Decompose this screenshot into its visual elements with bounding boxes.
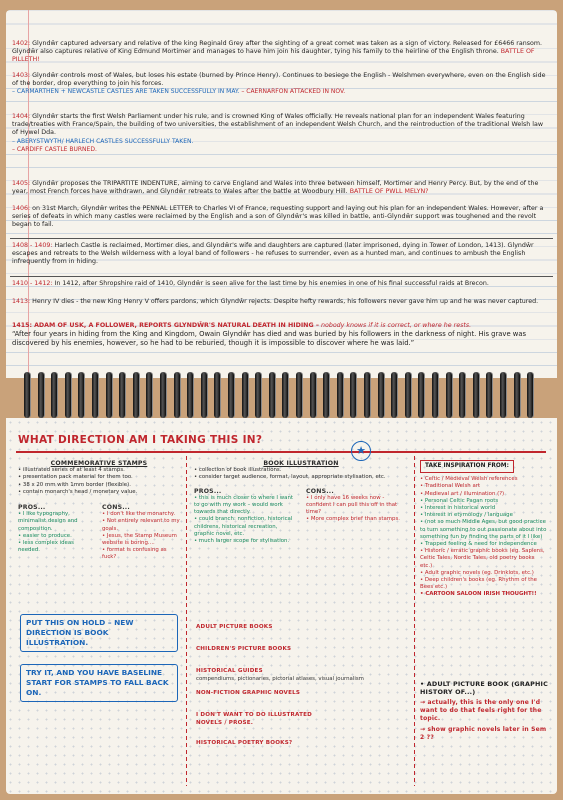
spiral-ring: [106, 372, 112, 418]
entry-text: Glyndŵr starts the first Welsh Parliament under his rule, and is crowned King of Wales officially. He reveals national plan for an independent Wales featuring trade/treaties with France/Spain, the building of two universities, the establishment of an independent Welsh Church, and the reintroduction of the traditional Welsh law of Hywel Dda.: [12, 113, 543, 137]
genre-adult-picture-books: ADULT PICTURE BOOKS: [196, 624, 273, 630]
entry-year: 1415:: [12, 322, 33, 329]
spiral-ring: [201, 372, 207, 418]
genre-poetry-books: HISTORICAL POETRY BOOKS?: [196, 740, 293, 746]
spiral-ring: [459, 372, 465, 418]
spiral-ring: [514, 372, 520, 418]
entry-year: 1408 - 1409:: [12, 242, 53, 249]
divider: [10, 276, 553, 277]
entry-1402: [12, 40, 549, 65]
spiral-ring: [432, 372, 438, 418]
notebook-top-page: [6, 10, 557, 378]
list-item: • Interest in etymology / language: [420, 512, 513, 519]
entry-text: Glyndŵr captured adversary and relative of the king Reginald Grey after the sighting of a great comet was taken as a sign of victory. Released for £6466 ransom. Glyndŵr also captures relative of King Edmund Mortimer and manages to have him join his daughter, tying his family to the heirline of the English throne.: [12, 40, 543, 56]
spiral-ring: [214, 372, 220, 418]
list-item: → actually, this is the only one I'd want to do that feels right for the topic.: [420, 699, 542, 722]
entry-blue-note: – CARMARTHEN + NEWCASTLE CASTLES ARE TAKEN SUCCESSFULLY IN MAY.: [12, 88, 240, 96]
spiral-ring: [378, 372, 384, 418]
page-title: WHAT DIRECTION AM I TAKING THIS IN?: [18, 434, 263, 446]
entry-text: on 31st March, Glyndŵr writes the PENNAL LETTER to Charles VI of France, requesting support and laying out his plan for an independent Wales. However, after a series of defeats in which many castles were reclaimed by the English and a son of Glyndŵr's was killed in battle, anti-Glyndŵr support was toughened and the revolt began to fail.: [12, 205, 544, 229]
title-underline: [16, 451, 546, 453]
cons-list: [306, 488, 406, 546]
spiral-ring: [323, 372, 329, 418]
entry-quote: “After four years in hiding from the King and Kingdom, Owain Glyndŵr has died and was buried by his followers in the darkness of night. His grave was discovered by his enemies, however, so he had to be reburied, though it is impossible to discover where he was laid.”: [12, 330, 527, 348]
list-item: • easier to produce.: [18, 532, 72, 539]
spiral-ring: [282, 372, 288, 418]
list-item: • Celtic / Medieval Welsh references: [420, 476, 518, 483]
list-item: • collection of book illustrations.: [194, 467, 282, 474]
on-hold-box: PUT THIS ON HOLD – NEW DIRECTION IS BOOK ILLUSTRATION.: [20, 614, 178, 652]
entry-year: 1405:: [12, 180, 31, 187]
spiral-ring: [51, 372, 57, 418]
entry-red-note: – CARDIFF CASTLE BURNED.: [12, 145, 97, 153]
list-item: • much larger scope for stylisation.: [194, 538, 290, 545]
column-heading: BOOK ILLUSTRATION: [263, 460, 339, 467]
spiral-ring: [446, 372, 452, 418]
pros-heading: PROS...: [194, 487, 222, 495]
entry-1413: [12, 298, 549, 306]
entry-year: 1413:: [12, 298, 31, 305]
list-item: • (not so much Middle Ages, but good practice to turn something to out passionate about into something fun by finding the parts of it I like): [420, 519, 547, 540]
notebook-bottom-page: [6, 418, 557, 794]
column-divider: [186, 456, 187, 786]
spiral-ring: [473, 372, 479, 418]
list-item: • 38 x 20 mm with 1mm border (flexible).: [18, 481, 131, 488]
guides-note: compendiums, pictionaries, pictorial atlases, visual journalism: [196, 676, 364, 682]
entry-text: Harlech Castle is reclaimed, Mortimer dies, and Glyndŵr's wife and daughters are captured (later imprisoned, dying in Tower of London, 1413). Glyndŵr escapes and retreats to the Welsh wilderness with a loyal band of followers - he refuses to surrender, even as a hunted man, and continues to ambush the English infrequently from in hiding.: [12, 242, 534, 266]
spiral-ring: [133, 372, 139, 418]
divider: [10, 238, 553, 239]
conclusion-heading: • ADULT PICTURE BOOK (GRAPHIC HISTORY OF...): [420, 680, 549, 696]
spiral-ring: [119, 372, 125, 418]
list-item: • Jesus, the Stamp Museum website is boring....: [102, 532, 177, 547]
list-item: • Adult graphic novels (eg. Drinklots, etc.): [420, 569, 534, 576]
list-item: • consider target audience, format, layout, appropriate stylisation, etc.: [194, 474, 386, 481]
entry-1403: [12, 72, 549, 97]
spiral-ring: [296, 372, 302, 418]
list-item: • illustrated series of at least 4 stamps.: [18, 467, 125, 474]
spiral-ring: [65, 372, 71, 418]
cons-heading: CONS...: [102, 504, 130, 512]
entry-blue-note: – ABERYSTWYTH/ HARLECH CASTLES SUCCESSFULLY TAKEN.: [12, 137, 194, 145]
pros-list: [194, 488, 298, 546]
column-divider: [414, 456, 415, 786]
entry-year: 1404:: [12, 113, 31, 120]
column-heading: COMMEMORATIVE STAMPS: [50, 460, 148, 467]
baseline-box: TRY IT, AND YOU HAVE BASELINE START FOR STAMPS TO FALL BACK ON.: [20, 664, 178, 702]
genre-graphic-novels: NON-FICTION GRAPHIC NOVELS: [196, 690, 301, 696]
star-icon: ★: [351, 441, 371, 461]
spiral-ring: [24, 372, 30, 418]
entry-note: nobody knows if it is correct, or where he rests.: [320, 322, 472, 329]
book-illustration-column: [194, 460, 408, 545]
spiral-ring: [418, 372, 424, 418]
list-item: • presentation pack material for them too.: [18, 474, 133, 481]
spiral-ring: [160, 372, 166, 418]
spiral-ring: [38, 372, 44, 418]
spiral-ring: [337, 372, 343, 418]
entry-1406: [12, 205, 549, 230]
list-item: • More complex brief than stamps.: [306, 516, 400, 523]
entry-text: Henry IV dies - the new King Henry V offers pardons, which Glyndŵr rejects. Despite hefty rewards, his followers never gave him up and he was never captured.: [32, 298, 539, 305]
list-item: • Traditional Welsh art: [420, 483, 481, 490]
list-item: • contain monarch's head / monetary value.: [18, 488, 138, 495]
spiral-ring: [486, 372, 492, 418]
entry-year: 1403:: [12, 72, 31, 79]
spiral-ring: [146, 372, 152, 418]
list-item: • Interest in historical world: [420, 505, 496, 512]
entry-year: 1410 - 1412:: [12, 280, 53, 287]
entry-red-note: – CAERNARFON ATTACKED IN NOV.: [241, 88, 346, 96]
list-item: • this is much closer to where I want to go with my work – would work towards that directly.: [194, 494, 293, 516]
cons-list: [102, 504, 180, 562]
list-item: • I like typography, minimalist design and composition.: [18, 511, 78, 532]
genre-illustrated-novels: I DON'T WANT TO DO ILLUSTRATED NOVELS / PROSE.: [196, 712, 313, 726]
spiral-ring: [350, 372, 356, 418]
spiral-ring: [187, 372, 193, 418]
spiral-ring: [500, 372, 506, 418]
entry-text: ADAM OF USK, A FOLLOWER, REPORTS GLYNDŴR'S NATURAL DEATH IN HIDING –: [34, 322, 319, 329]
column-heading: TAKE INSPIRATION FROM:: [420, 460, 514, 473]
cons-heading: CONS...: [306, 487, 334, 495]
entry-1415: [12, 322, 549, 349]
entry-1410: [12, 280, 549, 288]
list-item: • Medieval art / illumination (?): [420, 490, 505, 497]
entry-1404: [12, 113, 549, 154]
list-item: • less complex ideas needed.: [18, 540, 74, 554]
spiral-ring: [364, 372, 370, 418]
spiral-ring: [310, 372, 316, 418]
inspiration-column: [420, 460, 548, 599]
entry-year: 1402:: [12, 40, 31, 47]
spiral-ring: [405, 372, 411, 418]
list-item: • could branch: nonfiction, historical childrens, historical recreation, graphic novel, etc.: [194, 516, 293, 537]
entry-text: Glyndŵr proposes the TRIPARTITE INDENTURE, aiming to carve England and Wales into three between himself, Mortimer and Henry Percy. But, by the end of the year, most French forces have withdrawn, and Glyndŵr retreats to Wales after the battle at Woodbury Hill.: [12, 180, 539, 196]
list-item: • Trapped feeling & need for independence: [420, 541, 537, 548]
genre-childrens-picture-books: CHILDREN'S PICTURE BOOKS: [196, 646, 292, 652]
spiral-binding: [0, 372, 563, 424]
entry-text: Glyndŵr controls most of Wales, but loses his estate (burned by Prince Henry). Continues to besiege the English - Welshmen everywhere, even on the English side of the border, drop everything to join his forces.: [12, 72, 546, 88]
list-item: • Not entirely relevant to my goals.: [102, 518, 180, 532]
pros-list: [18, 504, 94, 562]
spiral-ring: [269, 372, 275, 418]
list-item: • Historic / erratic graphic books (eg. Sapiens, Celtic Tales, Nordic Tales, old poetry books etc.): [420, 548, 545, 569]
entry-1405: [12, 180, 549, 196]
list-item: • I only have 16 weeks now - confident I can pull this off in that time?: [306, 494, 398, 516]
stamps-column: [18, 460, 180, 562]
spiral-ring: [174, 372, 180, 418]
list-item: • Deep children's books (eg. Rhythm of the Bees etc.): [420, 577, 537, 591]
spiral-ring: [255, 372, 261, 418]
entry-note: BATTLE OF PWLL MELYN?: [349, 188, 429, 196]
list-item: • I don't like the monarchy.: [102, 511, 176, 518]
entry-note: BATTLE OF PILLETH!: [12, 48, 535, 64]
spiral-ring: [228, 372, 234, 418]
pros-heading: PROS...: [18, 504, 46, 512]
spiral-ring: [391, 372, 397, 418]
spiral-ring: [527, 372, 533, 418]
entry-1408: [12, 242, 549, 267]
list-item: • format is confusing as fuck?: [102, 547, 167, 561]
list-item: → show graphic novels later in Sem 2 ??: [420, 726, 547, 741]
spiral-ring: [92, 372, 98, 418]
list-item: • CARTOON SALOON IRISH THOUGHT!!: [420, 591, 537, 598]
entry-text: In 1412, after Shropshire raid of 1410, Glyndŵr is seen alive for the last time by his enemies in one of his final successful raids at Brecon.: [54, 280, 489, 287]
spiral-ring: [242, 372, 248, 418]
genre-historical-guides: HISTORICAL GUIDES: [196, 668, 263, 674]
entry-year: 1406:: [12, 205, 31, 212]
conclusion-block: [420, 680, 548, 742]
list-item: • Personal Celtic Pagan roots: [420, 497, 499, 504]
spiral-ring: [78, 372, 84, 418]
